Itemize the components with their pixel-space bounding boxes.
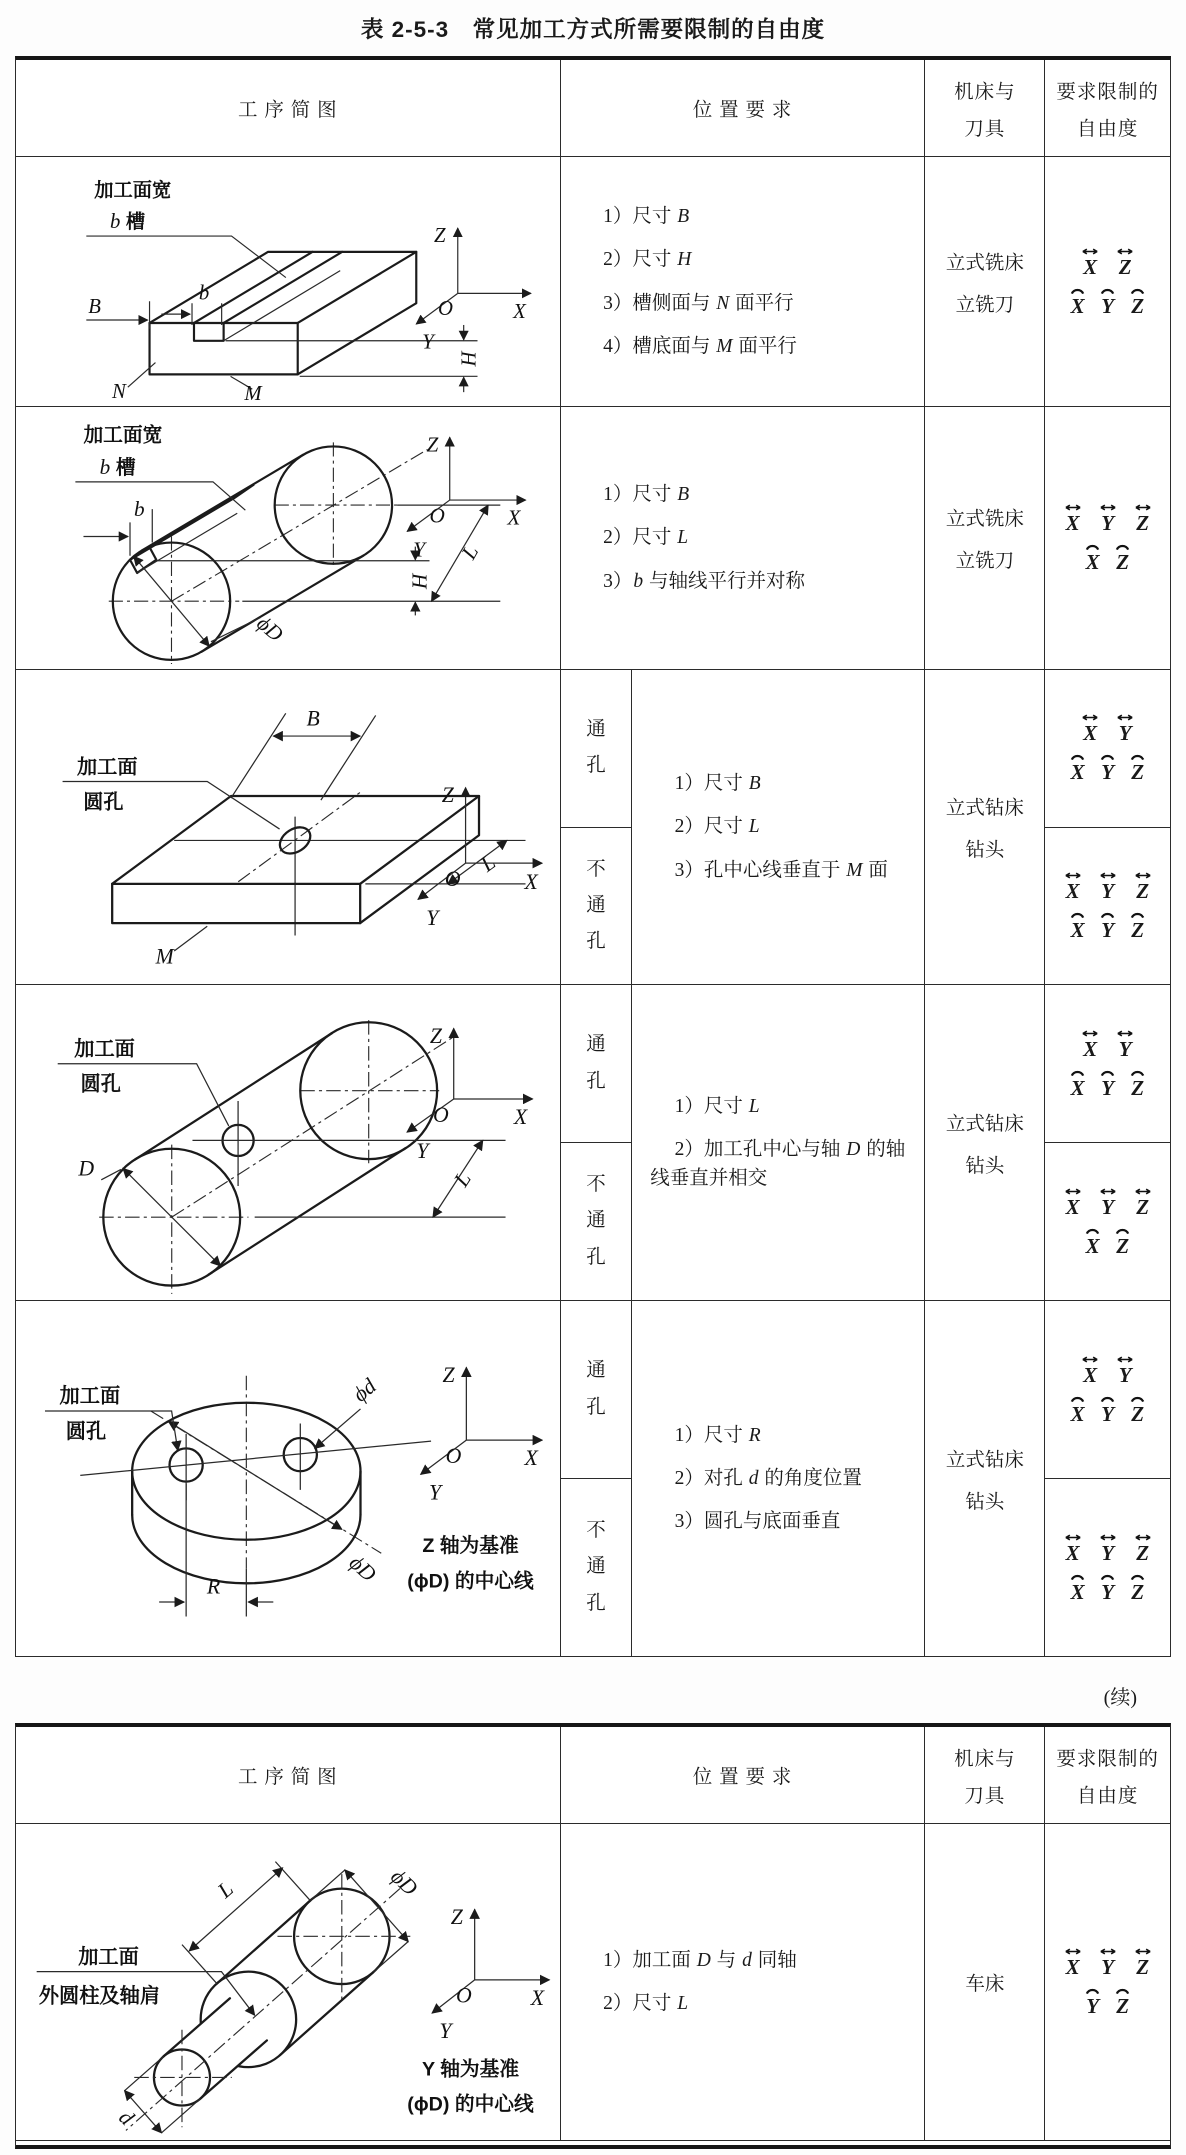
hole-type-label: 通孔 bbox=[586, 1360, 606, 1418]
table-title: 表 2-5-3 常见加工方式所需要限制的自由度 bbox=[360, 17, 826, 42]
dimension-label: B bbox=[306, 706, 320, 731]
hole-type-label: 通孔 bbox=[586, 719, 606, 777]
table-row bbox=[16, 670, 1170, 985]
requirements-cell bbox=[632, 985, 925, 1300]
dof-symbol bbox=[1085, 543, 1100, 573]
dof-letter: Y bbox=[1101, 1194, 1115, 1219]
callout-label: 槽 bbox=[125, 212, 146, 234]
diagram-block-with-slot bbox=[18, 159, 558, 404]
hole-type-label: 不通孔 bbox=[586, 858, 606, 952]
dof-letter: Y bbox=[1101, 1401, 1115, 1426]
dof-symbol bbox=[1100, 1395, 1115, 1425]
axis-label-o: O bbox=[455, 1983, 472, 2008]
table-row bbox=[16, 407, 1170, 670]
axis-label-x: X bbox=[507, 505, 521, 530]
dof-cell bbox=[1045, 1479, 1170, 1656]
machine-line: 立式钻床 bbox=[945, 1449, 1024, 1471]
dof-symbol bbox=[1098, 1187, 1118, 1218]
hole-type-label: 不通孔 bbox=[586, 1174, 606, 1268]
datum-note: Y 轴为基准 bbox=[421, 2058, 520, 2081]
dof-letter: Z bbox=[1116, 1233, 1130, 1258]
hole-type-cell bbox=[561, 1479, 632, 1656]
dimension-label: b bbox=[134, 497, 145, 522]
dimension-label: b bbox=[198, 282, 210, 305]
variable: D bbox=[846, 1138, 861, 1160]
axis-label-o: O bbox=[438, 298, 453, 321]
hole-type-column bbox=[561, 670, 633, 984]
dof-letter: Y bbox=[1101, 1579, 1115, 1604]
callout-label: 加工面 bbox=[78, 1946, 139, 1969]
dof-symbol bbox=[1115, 1029, 1135, 1060]
dof-letter: X bbox=[1085, 550, 1100, 574]
requirements-cell bbox=[561, 407, 926, 669]
variable: d bbox=[742, 1949, 752, 1971]
dof-line bbox=[1085, 1227, 1130, 1257]
dof-symbol bbox=[1115, 1227, 1130, 1257]
dof-letter: Z bbox=[1136, 1540, 1150, 1565]
axis-label-y: Y bbox=[416, 1139, 429, 1164]
machine-line: 立式铣床 bbox=[945, 509, 1024, 530]
machine-line: 立式钻床 bbox=[945, 798, 1024, 819]
callout-label: 加工面 bbox=[74, 1038, 135, 1061]
main-table-body bbox=[16, 157, 1170, 1656]
callout-label: 槽 bbox=[115, 456, 136, 479]
machine-line: 立铣刀 bbox=[955, 294, 1015, 316]
hole-type-cell bbox=[561, 670, 632, 828]
dof-symbol bbox=[1130, 911, 1145, 941]
variable: b bbox=[633, 570, 644, 592]
hole-type-label: 不通孔 bbox=[586, 1520, 606, 1614]
dof-column bbox=[1045, 407, 1170, 669]
dof-line bbox=[1070, 911, 1145, 941]
dof-symbol bbox=[1070, 1395, 1085, 1425]
dof-symbol bbox=[1130, 753, 1145, 783]
machine-cell bbox=[925, 1301, 1045, 1656]
dof-letter: Y bbox=[1101, 760, 1115, 785]
dof-symbol bbox=[1130, 1395, 1145, 1425]
dof-cell bbox=[1045, 1824, 1170, 2140]
machine-cell bbox=[925, 985, 1045, 1300]
requirement-item: 3）圆孔与底面垂直 bbox=[674, 1511, 841, 1533]
dimension-label: ϕD bbox=[252, 610, 288, 647]
dof-column bbox=[1045, 157, 1170, 406]
axis-label-y: Y bbox=[428, 1480, 442, 1505]
dof-letter: X bbox=[1065, 1194, 1080, 1219]
callout-label: 外圆柱及轴肩 bbox=[38, 1985, 161, 2008]
variable: D bbox=[696, 1949, 711, 1971]
dof-letter: Y bbox=[1118, 721, 1132, 746]
requirements-cell bbox=[561, 157, 926, 406]
axis-label-z: Z bbox=[442, 1362, 455, 1387]
dof-symbol bbox=[1080, 247, 1100, 278]
dof-letter: Y bbox=[1101, 878, 1115, 903]
axis-label-o: O bbox=[432, 1102, 449, 1127]
table-row bbox=[16, 985, 1170, 1301]
variable: L bbox=[748, 1095, 760, 1117]
machine-cell bbox=[925, 407, 1045, 669]
dof-letter: Y bbox=[1101, 1540, 1115, 1565]
machine-line: 钻头 bbox=[965, 1155, 1005, 1177]
dimension-label: ϕD bbox=[386, 1864, 423, 1901]
axis-label-o: O bbox=[445, 1443, 462, 1468]
dof-symbol bbox=[1098, 871, 1118, 902]
axis-label-z: Z bbox=[434, 224, 446, 247]
dimension-label: B bbox=[88, 296, 101, 319]
requirement-item: 2）尺寸 L bbox=[674, 816, 760, 838]
dof-symbol bbox=[1115, 713, 1135, 744]
requirement-item: 2）尺寸 L bbox=[603, 1993, 689, 2014]
dof-line bbox=[1063, 1187, 1153, 1218]
dof-letter: Z bbox=[1131, 760, 1145, 785]
dof-symbol bbox=[1080, 713, 1100, 744]
dof-cell bbox=[1045, 157, 1170, 406]
dof-symbol bbox=[1063, 503, 1083, 534]
continued-table bbox=[15, 1723, 1171, 2149]
axis-triad bbox=[407, 1024, 532, 1163]
axis-label-o: O bbox=[444, 866, 461, 891]
dimension-label: L bbox=[476, 850, 500, 877]
variable: B bbox=[677, 484, 690, 506]
dof-symbol bbox=[1070, 1069, 1085, 1099]
variable: d bbox=[748, 1467, 759, 1489]
hole-type-cell bbox=[561, 985, 632, 1143]
axis-label-o: O bbox=[429, 503, 445, 528]
dimension-label: H bbox=[407, 573, 432, 590]
dof-letter: X bbox=[1070, 917, 1085, 942]
dof-symbol bbox=[1080, 1029, 1100, 1060]
dof-symbol bbox=[1133, 1533, 1153, 1564]
header-position: 位 置 要 求 bbox=[561, 1727, 926, 1823]
dimension-label: L bbox=[456, 541, 484, 564]
dof-letter: Z bbox=[1116, 550, 1130, 574]
table-row bbox=[16, 1824, 1170, 2141]
dof-letter: Z bbox=[1131, 917, 1145, 942]
requirement-item: 1）尺寸 L bbox=[674, 1095, 760, 1117]
dof-letter: Y bbox=[1101, 293, 1115, 318]
variable: M bbox=[846, 859, 863, 881]
dof-symbol bbox=[1100, 753, 1115, 783]
face-label: N bbox=[111, 381, 126, 404]
callout-label: 加工面宽 bbox=[83, 424, 163, 447]
dof-symbol bbox=[1063, 1947, 1083, 1978]
dimension-label: ϕD bbox=[344, 1550, 381, 1587]
continued-table-body bbox=[16, 1824, 1170, 2141]
machine-line: 钻头 bbox=[965, 1491, 1005, 1513]
dof-line bbox=[1063, 1533, 1153, 1564]
axis-label-x: X bbox=[524, 870, 538, 894]
dof-letter: Y bbox=[1101, 1075, 1115, 1100]
dof-letter: Z bbox=[1116, 1994, 1130, 2018]
dof-letter: Y bbox=[1118, 1362, 1132, 1387]
dof-letter: Y bbox=[1101, 1955, 1115, 1979]
variable: L bbox=[748, 816, 760, 838]
variable: B bbox=[748, 773, 761, 795]
axis-label-z: Z bbox=[450, 1904, 463, 1929]
hole-type-column bbox=[561, 1301, 633, 1656]
dof-line bbox=[1070, 287, 1145, 317]
dof-letter: X bbox=[1065, 878, 1080, 903]
dof-symbol bbox=[1063, 871, 1083, 902]
machine-line: 立式钻床 bbox=[945, 1113, 1024, 1135]
datum-note: Z 轴为基准 bbox=[422, 1535, 519, 1558]
dof-cell bbox=[1045, 670, 1170, 828]
dof-line bbox=[1080, 713, 1135, 744]
datum-note: (ϕD) 的中心线 bbox=[407, 1570, 534, 1593]
dof-letter: Z bbox=[1131, 293, 1145, 318]
dof-cell bbox=[1045, 985, 1170, 1143]
requirement-item: 1）尺寸 B bbox=[603, 484, 690, 506]
axis-triad bbox=[421, 1363, 542, 1504]
dof-letter: X bbox=[1083, 254, 1098, 279]
header-sketch: 工 序 简 图 bbox=[16, 1727, 561, 1823]
dof-symbol bbox=[1098, 1947, 1118, 1978]
dof-letter: X bbox=[1083, 721, 1098, 746]
dof-symbol bbox=[1070, 753, 1085, 783]
dimension-label: ϕd bbox=[348, 1373, 381, 1407]
axis-label-x: X bbox=[513, 1104, 528, 1129]
dof-letter: Z bbox=[1136, 878, 1150, 903]
dof-line bbox=[1070, 1573, 1145, 1603]
sketch-cell bbox=[16, 985, 561, 1300]
dof-letter: X bbox=[1083, 1036, 1098, 1061]
table-row bbox=[16, 157, 1170, 407]
axis-label-y: Y bbox=[439, 2019, 452, 2044]
requirement-item: 3）槽侧面与 N 面平行 bbox=[603, 292, 794, 314]
main-table bbox=[15, 56, 1171, 1657]
header-machine-tool: 机床与 刀具 bbox=[925, 60, 1045, 156]
dof-symbol bbox=[1115, 1355, 1135, 1386]
requirements-cell bbox=[632, 670, 925, 984]
dof-symbol bbox=[1070, 287, 1085, 317]
dof-line bbox=[1085, 1987, 1130, 2017]
dimension-label: d bbox=[114, 2105, 139, 2131]
dof-symbol bbox=[1070, 911, 1085, 941]
axis-triad bbox=[432, 1905, 549, 2043]
dof-symbol bbox=[1063, 1187, 1083, 1218]
dof-column bbox=[1045, 1824, 1170, 2140]
axis-triad bbox=[416, 225, 531, 354]
dof-line bbox=[1085, 543, 1130, 573]
dof-letter: Z bbox=[1136, 1955, 1150, 1979]
dof-line bbox=[1070, 1069, 1145, 1099]
dof-symbol bbox=[1100, 1573, 1115, 1603]
requirements-cell bbox=[561, 1824, 926, 2140]
dof-symbol bbox=[1098, 1533, 1118, 1564]
callout-label: 加工面 bbox=[59, 1385, 121, 1408]
dof-letter: Y bbox=[1101, 511, 1115, 535]
machine-line: 车床 bbox=[965, 1974, 1005, 1995]
dof-letter: X bbox=[1083, 1362, 1098, 1387]
diagram-stepped-shaft bbox=[18, 1826, 558, 2138]
requirements-cell bbox=[632, 1301, 925, 1656]
variable: L bbox=[677, 527, 689, 549]
requirement-item: 1）尺寸 R bbox=[674, 1424, 761, 1446]
dof-symbol bbox=[1133, 1187, 1153, 1218]
header-sketch: 工 序 简 图 bbox=[16, 60, 561, 156]
header-dof: 要求限制的 自由度 bbox=[1056, 81, 1159, 140]
dof-letter: X bbox=[1070, 293, 1085, 318]
machine-line: 钻头 bbox=[965, 840, 1005, 861]
diagram-cylinder-with-hole bbox=[18, 987, 558, 1298]
axis-label-y: Y bbox=[422, 331, 434, 354]
hole-type-cell bbox=[561, 1143, 632, 1300]
table-header-row bbox=[16, 60, 1170, 157]
dof-symbol bbox=[1130, 1573, 1145, 1603]
dof-column bbox=[1045, 1301, 1170, 1656]
dof-line bbox=[1063, 1947, 1153, 1978]
dof-letter: X bbox=[1070, 1401, 1085, 1426]
dof-line bbox=[1080, 247, 1135, 278]
requirement-item: 2）尺寸 H bbox=[603, 249, 692, 271]
dof-symbol bbox=[1115, 247, 1135, 278]
dof-letter: Z bbox=[1131, 1401, 1145, 1426]
dimension-label: H bbox=[458, 351, 481, 367]
sketch-cell bbox=[16, 407, 561, 669]
axis-label-x: X bbox=[524, 1446, 538, 1471]
diagram-cylinder-with-keyway bbox=[18, 409, 558, 667]
hole-type-cell bbox=[561, 1301, 632, 1479]
dof-letter: Y bbox=[1101, 917, 1115, 942]
axis-label-z: Z bbox=[426, 432, 439, 457]
dof-letter: Z bbox=[1131, 1579, 1145, 1604]
requirement-item: 2）加工孔中心与轴 D 的轴线垂直并相交 bbox=[650, 1138, 906, 1190]
dof-line bbox=[1080, 1355, 1135, 1386]
dof-line bbox=[1070, 1395, 1145, 1425]
axis-label-y: Y bbox=[426, 906, 439, 931]
requirement-item: 3）孔中心线垂直于 M 面 bbox=[674, 859, 888, 881]
header-dof: 要求限制的 自由度 bbox=[1056, 1748, 1159, 1807]
hole-type-cell bbox=[561, 828, 632, 985]
dof-symbol bbox=[1063, 1533, 1083, 1564]
dof-symbol bbox=[1130, 287, 1145, 317]
callout-variable: b bbox=[99, 454, 111, 479]
header-position: 位 置 要 求 bbox=[561, 60, 926, 156]
dimension-label: L bbox=[213, 1876, 239, 1903]
axis-label-x: X bbox=[530, 1985, 545, 2010]
dof-letter: X bbox=[1070, 760, 1085, 785]
hole-type-column bbox=[561, 985, 633, 1300]
machine-cell bbox=[925, 157, 1045, 406]
dof-symbol bbox=[1130, 1069, 1145, 1099]
dof-cell bbox=[1045, 828, 1170, 985]
requirement-item: 2）尺寸 L bbox=[603, 527, 689, 549]
dimension-label: L bbox=[449, 1167, 476, 1191]
dof-line bbox=[1063, 503, 1153, 534]
dof-letter: X bbox=[1065, 511, 1080, 535]
dof-column bbox=[1045, 985, 1170, 1300]
dof-symbol bbox=[1085, 1987, 1100, 2017]
variable: M bbox=[716, 335, 733, 357]
callout-label: 圆孔 bbox=[83, 791, 124, 814]
diagram-plate-with-hole bbox=[18, 672, 558, 982]
dimension-label: D bbox=[78, 1156, 95, 1181]
machine-cell bbox=[925, 1824, 1045, 2140]
dof-letter: Y bbox=[1086, 1994, 1100, 2018]
dof-line bbox=[1063, 871, 1153, 902]
header-machine-tool: 机床与 刀具 bbox=[925, 1727, 1045, 1823]
requirement-item: 4）槽底面与 M 面平行 bbox=[603, 335, 797, 357]
dof-symbol bbox=[1098, 503, 1118, 534]
dof-line bbox=[1080, 1029, 1135, 1060]
sketch-cell bbox=[16, 670, 561, 984]
requirement-item: 3）b 与轴线平行并对称 bbox=[603, 570, 805, 592]
dof-letter: X bbox=[1085, 1233, 1100, 1258]
dof-symbol bbox=[1115, 543, 1130, 573]
dof-letter: Z bbox=[1136, 511, 1150, 535]
dof-letter: X bbox=[1070, 1075, 1085, 1100]
dof-symbol bbox=[1070, 1573, 1085, 1603]
dof-letter: X bbox=[1065, 1955, 1080, 1979]
table-row bbox=[16, 1301, 1170, 1656]
axis-label-x: X bbox=[513, 301, 526, 324]
dof-letter: Z bbox=[1131, 1075, 1145, 1100]
dof-symbol bbox=[1133, 503, 1153, 534]
sketch-cell bbox=[16, 1824, 561, 2140]
axis-label-z: Z bbox=[441, 783, 454, 808]
dof-line bbox=[1070, 753, 1145, 783]
datum-note: (ϕD) 的中心线 bbox=[407, 2093, 534, 2116]
variable: H bbox=[677, 249, 692, 271]
machine-line: 立式铣床 bbox=[945, 252, 1024, 274]
machine-line: 立铣刀 bbox=[955, 551, 1015, 572]
continued-marker: (续) bbox=[1103, 1687, 1137, 1709]
requirement-item: 1）尺寸 B bbox=[603, 206, 690, 227]
variable: L bbox=[677, 1993, 689, 2014]
face-label: M bbox=[244, 383, 262, 404]
dof-letter: Y bbox=[1118, 1036, 1132, 1061]
sketch-cell bbox=[16, 1301, 561, 1656]
callout-label: 圆孔 bbox=[80, 1073, 121, 1096]
axis-label-y: Y bbox=[413, 537, 426, 562]
requirement-item: 2）对孔 d 的角度位置 bbox=[674, 1467, 862, 1489]
table-header-row bbox=[16, 1727, 1170, 1824]
dof-symbol bbox=[1115, 1987, 1130, 2017]
dof-symbol bbox=[1100, 1069, 1115, 1099]
machine-cell bbox=[925, 670, 1045, 984]
dof-letter: X bbox=[1065, 1540, 1080, 1565]
face-label: M bbox=[155, 944, 174, 969]
variable: N bbox=[716, 292, 730, 314]
variable: B bbox=[677, 206, 690, 227]
dof-cell bbox=[1045, 1143, 1170, 1300]
dof-cell bbox=[1045, 407, 1170, 669]
requirement-item: 1）尺寸 B bbox=[674, 773, 761, 795]
dof-letter: X bbox=[1070, 1579, 1085, 1604]
dof-letter: Z bbox=[1136, 1194, 1150, 1219]
variable: R bbox=[748, 1424, 761, 1446]
dof-symbol bbox=[1100, 287, 1115, 317]
hole-type-label: 通孔 bbox=[586, 1034, 606, 1092]
callout-label: 加工面宽 bbox=[94, 180, 172, 202]
dof-cell bbox=[1045, 1301, 1170, 1479]
dimension-label: R bbox=[206, 1574, 221, 1599]
axis-label-z: Z bbox=[429, 1023, 442, 1048]
diagram-disc-with-two-holes bbox=[18, 1303, 558, 1654]
dof-letter: Z bbox=[1118, 254, 1132, 279]
callout-label: 加工面 bbox=[77, 756, 138, 779]
dof-symbol bbox=[1100, 911, 1115, 941]
dof-symbol bbox=[1085, 1227, 1100, 1257]
callout-variable: b bbox=[110, 211, 121, 234]
dof-symbol bbox=[1133, 1947, 1153, 1978]
callout-label: 圆孔 bbox=[65, 1421, 107, 1444]
requirement-item: 1）加工面 D 与 d 同轴 bbox=[603, 1949, 797, 1971]
dof-column bbox=[1045, 670, 1170, 984]
dof-symbol bbox=[1080, 1355, 1100, 1386]
dof-symbol bbox=[1133, 871, 1153, 902]
sketch-cell bbox=[16, 157, 561, 406]
